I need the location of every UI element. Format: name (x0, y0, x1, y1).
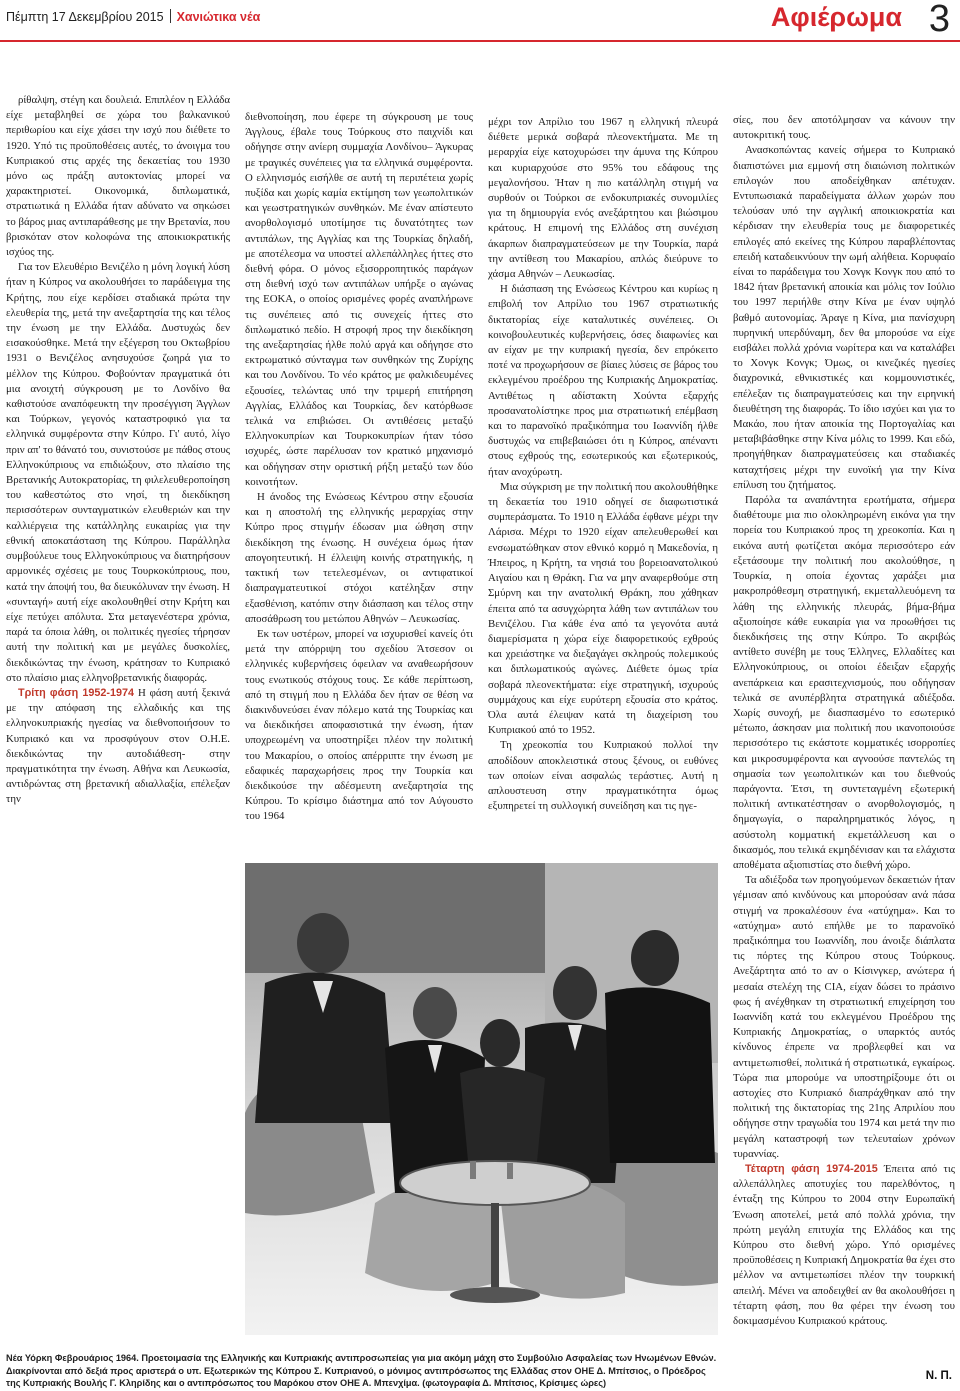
article-column-4 (733, 113, 955, 1329)
article-paragraph (733, 873, 955, 1162)
paragraph-text: Τη χρεοκοπία του Κυπριακού πολλοί την αποδίδουν αποκλειστικά στους ξένους, οι ευθύνες των οποίων είναι ασφαλώς τεράστιες. Αυτή η απλουστευση στην πραγματικότητα όμως εξυπηρετεί τη συλλογική συνείδηση και τις ηγε- (488, 739, 718, 813)
article-paragraph (245, 490, 473, 627)
article-paragraph (733, 113, 955, 143)
paragraph-text: Παρόλα τα αναπάντητα ερωτήματα, σήμερα διαθέτουμε μια πιο ολοκληρωμένη εικόνα για την πορεία του Κυπριακού προς τη χρεοκοπία. Και η εικόνα αυτή φωτίζεται ακόμα περισσότερο εάν εξετάσουμε την πολιτική που ακολούθησε, η Τουρκία, η οποία έχοντας χαράξει μια μακροπρόθεσμη στρατηγική, εκμεταλλευόμενη τα λάθη της ελληνικής πλευράς, βήμα-βήμα αξιοποίησε κάθε ευκαιρία για να προωθήσει τις διεκδικήσεις της στην Κύπρο. Το ακριβώς αντίθετο συνέβη με τους Έλληνες, Ελλαδίτες και Ελληνοκύπριους, οι οποίοι έδειξαν εξαρχής ανεπάρκεια και ερασιτεχνισμούς, που οδήγησαν τελικά σε ανυπέρβλητα στρατηγικά αδιέξοδα. Χωρίς συνοχή, με διασπασμένο το εσωτερικό μέτωπο, άσκησαν μια πολιτική που ικανοποιούσε περισσότερο τις εκάστοτε κομματικές ισορροπίες και μικροσυμφέροντα και αγνοούσε παντελώς τη σημασία των γεωπολιτικών και του διεθνούς παράγοντα. Έτσι, τη συντεταγμένη εξωτερική πολιτική αντικατέστησαν ο ανορθολογισμός, η δημαγωγία, ο παραληρηματικός λόγος, η ασύστολη κομματική εκμετάλλευση και ο δικασμός, που τελικά εκμηδένισαν και τα ελάχιστα αποθέματα αξιοπιστίας στο διεθνή χώρο. (733, 494, 955, 871)
article-paragraph (488, 480, 718, 738)
article-column-3 (488, 115, 718, 814)
article-paragraph (6, 260, 230, 686)
article-column-1 (6, 93, 230, 808)
paragraph-text: Έπειτα από τις αλλεπάλληλες αποτυχίες του παρελθόντος, η ένταξη της Κύπρου το 2004 στην Ευρωπαϊκή Ένωση αποτελεί, μετά από πολλά χρόνια, την πρώτη μεγάλη επιτυχία της Ελλάδος και της Κύπρου στο διεθνή χώρο. Υπό ορισμένες προϋποθέσεις η Κυπριακή Δημοκρατία θα έχει στο μέλλον να αντιμετωπίσει πλέον την τουρκική απειλή. Μένει να αποδειχθεί αν θα ακολουθήσει η τέταρτη φάση, που θα φέρει την ένωση του δοκιμασμένου Κυπριακού κράτους. (733, 1163, 955, 1328)
paragraph-text: διεθνοποίηση, που έφερε τη σύγκρουση με τους Άγγλους, έβαλε τους Τούρκους στο παιχνίδι και οδήγησε στην ανίερη συμμαχία Λονδίνου– Άγκυρας με τραγικές συνέπειες για τα ελληνικά συμφέροντα. Ο ελληνισμός εισήλθε σε αυτή τη περιπέτεια χωρίς πυξίδα και χωρίς καμία εκτίμηση των γεωπολιτικών και γεωστρατηγικών συνθηκών. Με έναν απίστευτο ανορθολογισμό υποτίμησε τις δυνατότητες των αντιπάλων, της Αγγλίας και της Τουρκίας δηλαδή, με αποτέλεσμα να υποστεί αλλεπάλληλες ήττες στο διεθνή φόρα. Ο μόνος εξισορροπητικός παράγων στη διεθνή ισχύ των αντιπάλων υπήρξε ο αγώνας της ΕΟΚΑ, ο οποίος ορισμένες φορές αναπλήρωνε τις συνέπειες από τις συνεχείς ήττες στο διπλωματικό πεδίο. Η στροφή προς την διεκδίκηση της ανεξαρτησίας ήλθε πολύ αργά και οδήγησε στο εκτρωματικό σύνταγμα των συνθηκών της Ζυρίχης και του Λονδίνου. Το νέο κράτος με φαλκιδευμένες εξουσίες, τελώντας υπό την τριμερή επιτήρηση Αγγλίας, Ελλάδος και Τουρκίας, δεν κατόρθωσε τελικά να επιβιώσει. Οι αντιθέσεις μεταξύ Ελληνοκυπρίων και Τουρκοκυπρίων ήταν τόσο ισχυρές, ώστε παρέλυσαν τον κρατικό μηχανισμό και οδήγησαν στην οριστική ρήξη μεταξύ των δύο κοινοτήτων. (245, 111, 473, 488)
header-date-line (6, 9, 260, 24)
photo-caption: Νέα Υόρκη Φεβρουάριος 1964. Προετοιμασία της Ελληνικής και Κυπριακής αντιπροσωπείας για μια ακόμη μάχη στο Συμβούλιο Ασφαλείας των Ηνωμένων Εθνών. Διακρίνονται από δεξιά προς αριστερά ο υπ. Εξωτερικών της Κύπρου Σ. Κυπριανού, ο μόνιμος αντιπρόσωπος της Ελλάδας στον ΟΗΕ Δ. Μπίτσιος, ο Πρόεδρος της Κυπριακής Βουλής Γ. Κληρίδης και ο αντιπρόσωπος του Μαρόκου στον ΟΗΕ Α. Μπενχίμα. (φωτογραφία Δ. Μπίτσιος, Κρίσιμες ώρες) (6, 1353, 717, 1388)
paragraph-text: Τα αδιέξοδα των προηγούμενων δεκαετιών ήταν γέμισαν από κινδύνους και μπορούσαν ανά πάσα στιγμή να προκαλέσουν ένα «ατύχημα». Και το «ατύχημα» αυτό επήλθε με το παρανοϊκό πραξικόπημα του Ιωαννίδη, που άνοιξε διάπλατα τις πόρτες της Κύπρου στους Τούρκους. Ανεξάρτητα από το αν ο Κίσινγκερ, ανώτερα ή μεσαία στελέχη της CIA, είχαν δώσει το πράσινο φως ή ανέχθηκαν τη στρατιωτική επιχείρηση του Ιωαννίδη κατά του εκλεγμένου Προέδρου της Κυπριακής Δημοκρατίας, ο υπαρκτός αυτός κίνδυνος έπρεπε να προβλεφθεί και να αντιμετωπισθεί, πολιτικά ή στρατιωτικά, εγκαίρως. Τώρα πια μπορούμε να υποστηρίξουμε ότι οι αστοχίες στο Κυπριακό διαπράχθηκαν από την πολιτική της δικτατορίας της 21ης Απριλίου που οδήγησε στην τραγωδία του 1974 και μετά την πιο μεγάλη καταστροφή των τελευταίων χρόνων τυραννίας. (733, 874, 955, 1160)
author-signature: Ν. Π. (925, 1370, 952, 1382)
article-paragraph (488, 115, 718, 282)
article-paragraph (733, 143, 955, 493)
page-number: 3 (928, 0, 950, 40)
article-paragraph (733, 1162, 955, 1329)
article-paragraph (733, 493, 955, 873)
paragraph-text: Η διάσπαση της Ενώσεως Κέντρου και κυρίως η επιβολή τον Απρίλιο του 1967 στρατιωτικής δικτατορίας είχε καταλυτικές συνέπειες. Οι κοινοβουλευτικές κυβερνήσεις, όσες διαφωνίες και αν είχαν με την κυπριακή ηγεσία, δεν επρόκειτο ποτέ να προχωρήσουν σε βίαιες λύσεις σε βάρος του εκλεγμένου προέδρου της Κυπριακής Δημοκρατίας. Αντιθέτως η αδίστακτη Χούντα εξαρχής προσανατολίστηκε προς μια στρατιωτική επέμβαση και το παρανοϊκό πραξικόπημα του Ιωαννίδη ήλθε δυστυχώς να επιβεβαιώσει ότι η Κύπρος, απέναντι στους εχθρούς της, εσωτερικούς και εξωτερικούς, ήταν ανοχύρωτη. (488, 283, 718, 478)
newspaper-name: Χανιώτικα νέα (176, 10, 261, 24)
section-lead: Τρίτη φάση 1952-1974 (18, 686, 135, 699)
paragraph-text: Μια σύγκριση με την πολιτική που ακολουθήθηκε τη δεκαετία του 1910 οδηγεί σε διαφωτιστικά συμπεράσματα. Το 1910 η Ελλάδα έφθανε μέχρι την Λάρισα. Μέχρι το 1920 είχαν απελευθερωθεί και ενσωματώθηκαν στον εθνικό κορμό η Μακεδονία, η Ήπειρος, η Κρήτη, τα νησιά του βορειοανατολικού Αιγαίου και η Θράκη. Για να μην αναφερθούμε στη Σμύρνη και την ανατολική Θράκη, που χάθηκαν έπειτα από τα ασυγχώρητα λάθη των αντιπάλων του Βενιζέλου. Για κάθε ένα από τα γεγονότα αυτά διαμερίσματα η χώρα είχε διαφορετικούς εχθρούς και χρειάστηκε να διεξαγάγει σκληρούς πολεμικούς και διπλωματικούς αγώνες. Διέθετε όμως τρία σοβαρά πλεονεκτήματα: είχε στρατηγική, ισχυρούς συμμάχους και είχε ευρύτερη εξουσία στο κράτος. Όλα αυτά έλειψαν κατά τη διαχείριση του Κυπριακού από το 1952. (488, 480, 718, 737)
issue-date: Πέμπτη 17 Δεκεμβρίου 2015 (6, 10, 164, 24)
article-photo (245, 863, 718, 1335)
meeting-photo-illustration (245, 863, 718, 1335)
paragraph-text: Εκ των υστέρων, μπορεί να ισχυρισθεί κανείς ότι μετά την απόρριψη του σχεδίου Άτσεσον οι ελληνικές κυβερνήσεις όφειλαν να αναθεωρήσουν τους ενωτικούς στόχους τους. Σε κάθε περίπτωση, από τη στιγμή που η Ελλάδα δεν ήταν σε θέση να διακινδυνεύσει έναν πόλεμο κατά της Τουρκίας και να διεκδικήσει αποφασιστικά την ένωση, ήταν υποχρεωμένη να υποστηρίξει πλέον την πολιτική του Μακαρίου, ο οποίος απέρριπτε την ένωση με εδαφικές παραχωρήσεις προς την Τουρκία και διεκδικούσε την αδέσμευτη ανεξαρτησία της Κύπρου. Το κρίσιμο διάστημα από τον Αύγουστο του 1964 (245, 627, 473, 823)
paragraph-text: Ανασκοπώντας κανείς σήμερα το Κυπριακό διαπιστώνει μια εμμονή στη διαιώνιση πολιτικών επιλογών που αποδείχθηκαν απέτυχαν. Εντυπωσιακά παραδείγματα άλλων χωρών που τελούσαν υπό την αγγλική αποικιοκρατία και κέρδισαν την ελευθερία τους με διαφορετικές επιλογές από εκείνες της Κύπρου παραβλέποντας επειδή καταδεικνύουν την ωμή αλήθεια. Κορυφαίο είναι το παράδειγμα του Χονγκ Κονγκ που από το 1842 ήταν βρετανική αποικία και μόλις τον Ιούλιο του 1997 περιήλθε στην Κίνα με έναν υψηλό βαθμό αυτονομίας. Άραγε η Κίνα, μια πανίσχυρη πυρηνική υπερδύναμη, δεν θα μπορούσε να είχε εισβάλει πολλά χρόνια νωρίτερα και να καταλάβει το Χονγκ Κονγκ; Όμως, οι κινεζικές ηγεσίες διαχρονικά, εθνικιστικές και κομμουνιστικές, επέλεξαν τις διαπραγματεύσεις και την ειρηνική διευθέτηση της διαφοράς. Το ίδιο ισχύει και για το Μακάο, που ήταν αποικία της Πορτογαλίας και μεταβιβάσθηκε στην Κίνα μόλις το 1999. Και εδώ, προηγήθηκαν διαπραγματεύσεις και σταδιακές καταχτήσεις μέχρι την ευνοϊκή για την Κίνα επίλυση του ζητήματος. (733, 144, 955, 491)
header-rule (0, 40, 960, 42)
section-lead: Τέταρτη φάση 1974-2015 (745, 1163, 878, 1176)
article-paragraph (488, 738, 718, 814)
article-paragraph (488, 282, 718, 480)
paragraph-text: σίες, που δεν αποτόλμησαν να κάνουν την αυτοκριτική τους. (733, 114, 955, 142)
article-paragraph (245, 110, 473, 490)
paragraph-text: μέχρι τον Απρίλιο του 1967 η ελληνική πλευρά διέθετε μερικά σοβαρά πλεονεκτήματα. Με τη μεραρχία είχε κατοχυρώσει την άμυνα της Κύπρου και κυριαρχούσε στο 95% του εδάφους της μεγαλονήσου. Ήταν η πιο κατάλληλη στιγμή να συρθούν οι Τούρκοι σε ενδοκυπριακές συνομιλίες για τη δημιουργία ενός ανεξάρτητου και βιώσιμου κράτους. Η επιμονή της Ελλάδος στη συνέχιση άκαρπων διαπραγματεύσεων με την Τουρκία, παρά την αντίθεση του Μακαρίου, απλώς διεύρυνε το χάσμα Αθηνών – Λευκωσίας. (488, 116, 718, 281)
article-column-2 (245, 110, 473, 825)
paragraph-text: Για τον Ελευθέριο Βενιζέλο η μόνη λογική λύση ήταν η Κύπρος να ακολουθήσει το παράδειγμα της Κρήτης, που είχε κερδίσει σταδιακά πρώτα την ελευθερία της, μετά την ανεξαρτησία της και τέλος την ένωση με την Ελλάδα. Δυστυχώς δεν εισακούσθηκε. Μετά την εξέγερση του Οκτωβρίου 1931 ο Βενιζέλος ανησυχούσε ζωηρά για το μέλλον της Κύπρου. Φοβούνταν πραγματικά ότι μια ανοιχτή σύγκρουση με το Λονδίνο θα καθιστούσε αναπόφευκτη την προσέγγιση Άγγλων και Τούρκων, γεγονός καταστροφικό για τα ελληνικά συμφέροντα στην Κύπρο. Γι' αυτό, λίγο πριν απ' το θάνατό του, συνιστούσε με πάθος στους Ελληνοκύπριους να επιδιώξουν, στο πλαίσιο της Βρετανικής Αυτοκρατορίας, τη φιλελευθεροποίηση του καθεστώτος στο νησί, τη διεκδίκηση περισσότερων συνταγματικών ελευθεριών και την καλλιέργεια της κατάλληλης ευκαιρίας για την εθνική αποκατάσταση της Κύπρου. Παράλληλα συμβούλευε τους Ελληνοκύπριους να διατηρήσουν αρμονικές σχέσεις με τους Τουρκοκύπριους, που, κατά την άποψή του, θα διευκόλυναν την ένωση. Η «συνταγή» αυτή είχε ακολουθηθεί στην Κρήτη και είχε πετύχει απόλυτα. Στα μεταγενέστερα χρόνια, παρά τα όποια λάθη, οι πολιτικές ηγεσίες τήρησαν αυτή την πολιτική και με μεγάλες δυσκολίες, διεκδικώντας την ένωση, κράτησαν το Κυπριακό στο πλαίσιο μιας ελληνοβρετανικής διαφοράς. (6, 261, 230, 684)
article-paragraph (6, 93, 230, 260)
paragraph-text: Η φάση αυτή ξεκινά με την απόφαση της ελλαδικής και της ελληνοκυπριακής ηγεσίας να διεθνοποιήσουν το Κυπριακό και να προσφύγουν στον Ο.Η.Ε. διεκδικώντας την αυτοδιάθεση- στην πραγματικότητα την ένωση. Αθήνα και Λευκωσία, αντιδρώντας στη βρετανική αδιαλλαξία, επέλεξαν την (6, 686, 231, 806)
article-paragraph (245, 627, 473, 825)
section-title: Αφιέρωμα (770, 2, 902, 32)
paragraph-text: Η άνοδος της Ενώσεως Κέντρου στην εξουσία και η αποστολή της ελληνικής μεραρχίας στην Κύπρο προς στιγμήν έδωσαν μια ώθηση στην διεκδίκηση της ένωσης. Η συνέχεια όμως ήταν απογοητευτική. Η έλλειψη κοινής στρατηγικής, η τακτική των τετελεσμένων, οι αντιφατικοί διαπραγματευτικοί στόχοι κατέληξαν στην εξασθένιση, κατόπιν στην διάσπαση και τέλος στην αποσάθρωση του μετώπου Αθηνών – Λευκωσίας. (245, 491, 473, 625)
paragraph-text: ρίθαλψη, στέγη και δουλειά. Επιπλέον η Ελλάδα είχε μεταβληθεί σε χώρα του βαλκανικού περιθωρίου και είχε χάσει την ισχύ που διέθετε το 1920. Υπό τις προϋποθέσεις αυτές, το άνοιγμα του Κυπριακού στις αρχές της δεκαετίας του 1930 μόνο ως πράξη αυτοκτονίας μπορεί να χαρακτηριστεί. Οικονομικά, διπλωματικά, στρατιωτικά η Ελλάδα ήταν αδύνατο να σηκώσει το βάρος μιας αντιπαράθεσης με την Βρετανία, που βρισκόταν στον κολοφώνα της αποικιοκρατικής ισχύος της. (6, 94, 230, 259)
header-divider (170, 9, 171, 23)
page-header (0, 0, 960, 42)
article-paragraph (6, 686, 230, 808)
